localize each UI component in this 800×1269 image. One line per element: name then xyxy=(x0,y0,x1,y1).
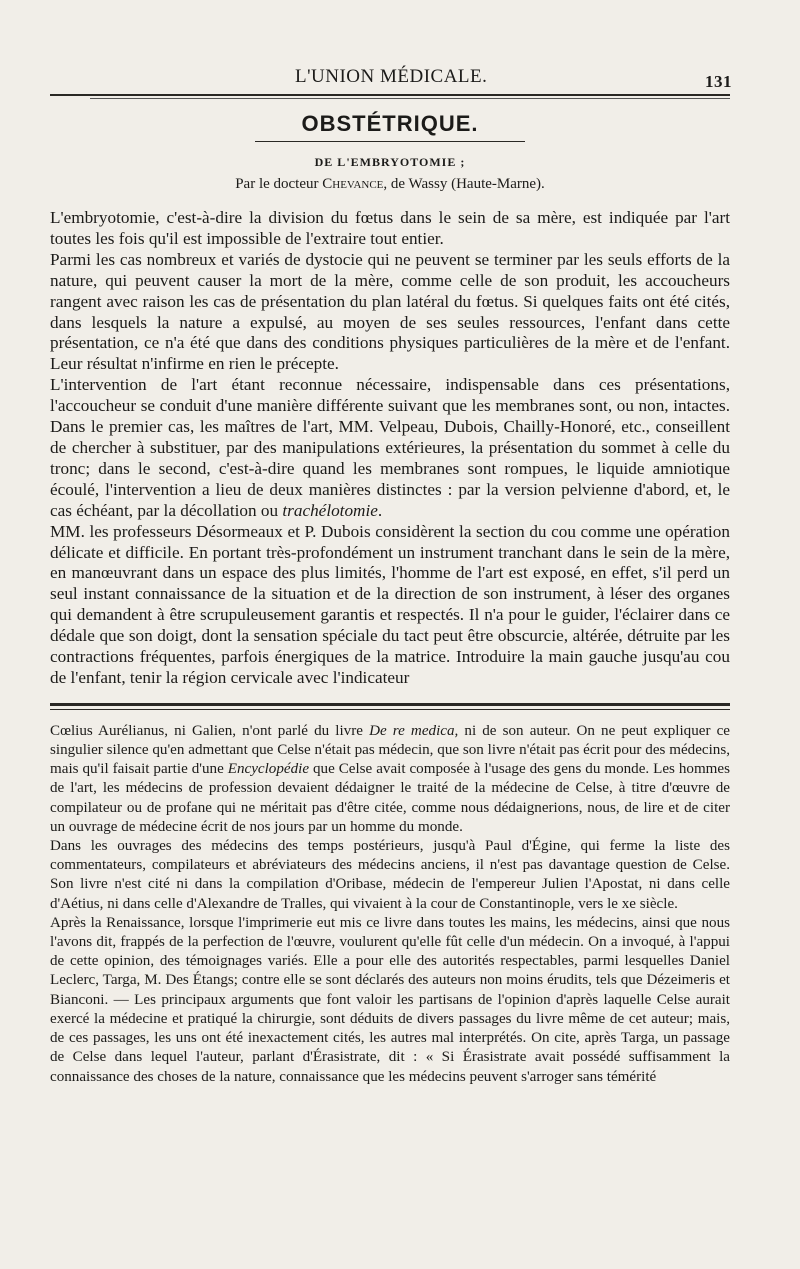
header-rule-thin xyxy=(90,98,730,99)
byline-prefix: Par le docteur xyxy=(235,176,319,192)
fp2-text: Dans les ouvrages des médecins des temps postérieurs, jusqu'à Paul d'Égine, qui ferme la liste des commentateurs, compilateurs et abréviateurs des médecins anciens, il n'est pas davantage question de Celse. Son livre n'est cité ni dans la compilation d'Oribase, médecin de l'empereur Julien l'Apostat, ni dans celle d'Aétius, ni dans celle d'Alexandre de Tralles, qui vivaient à la cour de Constantinople, vers le xyxy=(50,838,730,912)
fp1-c: que Celse avait composée à l'usage des gens du monde. Les hommes de l'art, les médecins de profession devaient dédaigner le traité de la médecine de Celse, à titre d'œuvre de compilateur ou de profane qui ne méritait pas d'être citée, comme nous dédaignerions, nous, de lire et de citer un ouvrage de médecine écrit de nos jours par un homme du monde. xyxy=(50,761,730,835)
header-rule xyxy=(50,94,730,96)
paragraph-4: MM. les professeurs Désormeaux et P. Dubois considèrent la section du cou comme une opération délicate et difficile. En portant très-profondément un instrument tranchant dans le sein de la mère, en manœuvrant dans un espace des plus limités, l'homme de l'art est exposé, en effet, s'il perd un seul instant connaissance de la situation et de la direction de son instrument, à léser des organes qui demandent à être scrupuleusement garantis et respectés. Il n'a pour le guider, l'éclairer dans ce dédale que son doigt, dont la sensation spéciale du tact peut être obscurcie, altérée, détruite par les contractions fréquentes, parfois énergiques de la matrice. Introduire la main gauche jusqu'au cou de l'enfant, tenir la région cervicale avec l'indicateur xyxy=(50,521,730,687)
fp2-century: xe xyxy=(621,895,636,912)
feuilleton-paragraph-1 xyxy=(50,722,730,837)
feuilleton xyxy=(50,722,730,1087)
byline-suffix: , de Wassy (Haute-Marne). xyxy=(383,176,545,192)
byline xyxy=(50,174,730,194)
fp1-italic-1: De re medica, xyxy=(369,722,459,739)
article-body xyxy=(50,208,730,689)
article-subtitle: DE L'EMBRYOTOMIE ; xyxy=(314,155,466,169)
feuilleton-paragraph-3: Après la Renaissance, lorsque l'imprimerie eut mis ce livre dans toutes les mains, les médecins, ainsi que nous l'avons dit, frappés de la perfection de l'œuvre, voulurent qu'elle fût celle d'un médecin. On a invoqué, à l'appui de cette opinion, des témoignages variés. Elle a pour elle des autorités respectables, parmi lesquelles Daniel Leclerc, Targa, M. Des Étangs; contre elle se sont déclarés des auteurs non moins érudits, tels que Dézeimeris et Bianconi. — Les principaux arguments que font valoir les partisans de l'opinion d'après laquelle Celse aurait exercé la médecine et pratiqué la chirurgie, sont déduits de divers passages du livre même de cet auteur; mais, de ces passages, les uns ont été inexactement cités, les autres mal interprétés. On cite, après Targa, un passage de Celse dans lequel l'auteur, parlant d'Érasistrate, dit : « Si Érasistrate avait possédé suffisamment la connaissance des choses de la nature, connaissance que les médecins peuvent s'arroger sans témérité xyxy=(50,914,730,1085)
paragraph-1: L'embryotomie, c'est-à-dire la division du fœtus dans le sein de sa mère, est indiquée par l'art toutes les fois qu'il est impossible de l'extraire tout entier. xyxy=(50,208,730,248)
paragraph-3-text: L'intervention de l'art étant reconnue nécessaire, indispensable dans ces présentations, l'accoucheur se conduit d'une manière différente suivant que les membranes sont, ou non, intactes. Dans le premier cas, les maîtres de l'art, MM. Velpeau, Dubois, Chailly-Honoré, etc., conseillent de chercher à substituer, par des manipulations extérieures, la présentation du sommet à celle du tronc; dans le second, c'est-à-dire quand les membranes sont rompues, le liquide amniotique écoulé, l'intervention a lieu de deux manières distinctes : par la version pelvienne d'abord, et, le cas échéant, par la décollation ou xyxy=(50,375,730,520)
running-head xyxy=(50,60,732,91)
fp1-a: Cœlius Aurélianus, ni Galien, n'ont parlé du livre xyxy=(50,722,363,739)
title-underline xyxy=(255,141,525,142)
fp2-end: siècle. xyxy=(639,895,678,912)
feuilleton-separator xyxy=(50,703,730,710)
section-title: OBSTÉTRIQUE. xyxy=(301,111,479,136)
paragraph-3-end: . xyxy=(377,500,383,520)
author-name: Chevance xyxy=(322,176,384,192)
paragraph-2: Parmi les cas nombreux et variés de dystocie qui ne peuvent se terminer par les seuls efforts de la nature, qui peuvent causer la mort de la mère, comme celle de son produit, les accoucheurs rangent avec raison les cas de présentation du plan latéral du fœtus. Si quelques faits ont été cités, dans lesquels la nature a expulsé, au moyen de ses seules ressources, l'enfant dans cette présentation, ce n'a été que dans des conditions physiques particulières de la mère et de l'enfant. Leur résultat n'infirme en rien le précepte. xyxy=(50,249,730,374)
feuilleton-paragraph-2 xyxy=(50,837,730,914)
fp1-b: ni de son auteur. On ne peut expliquer ce singulier silence qu'en admettant que Celse n'était pas médecin, que son livre n'était pas écrit pour des médecins, mais qu'il faisait partie d'une xyxy=(50,722,730,778)
paragraph-3 xyxy=(50,375,730,521)
page-number: 131 xyxy=(705,72,732,91)
running-title: L'UNION MÉDICALE. xyxy=(295,66,488,87)
fp1-italic-2: Encyclopédie xyxy=(227,761,310,778)
paragraph-3-italic: trachélotomie xyxy=(282,500,378,520)
